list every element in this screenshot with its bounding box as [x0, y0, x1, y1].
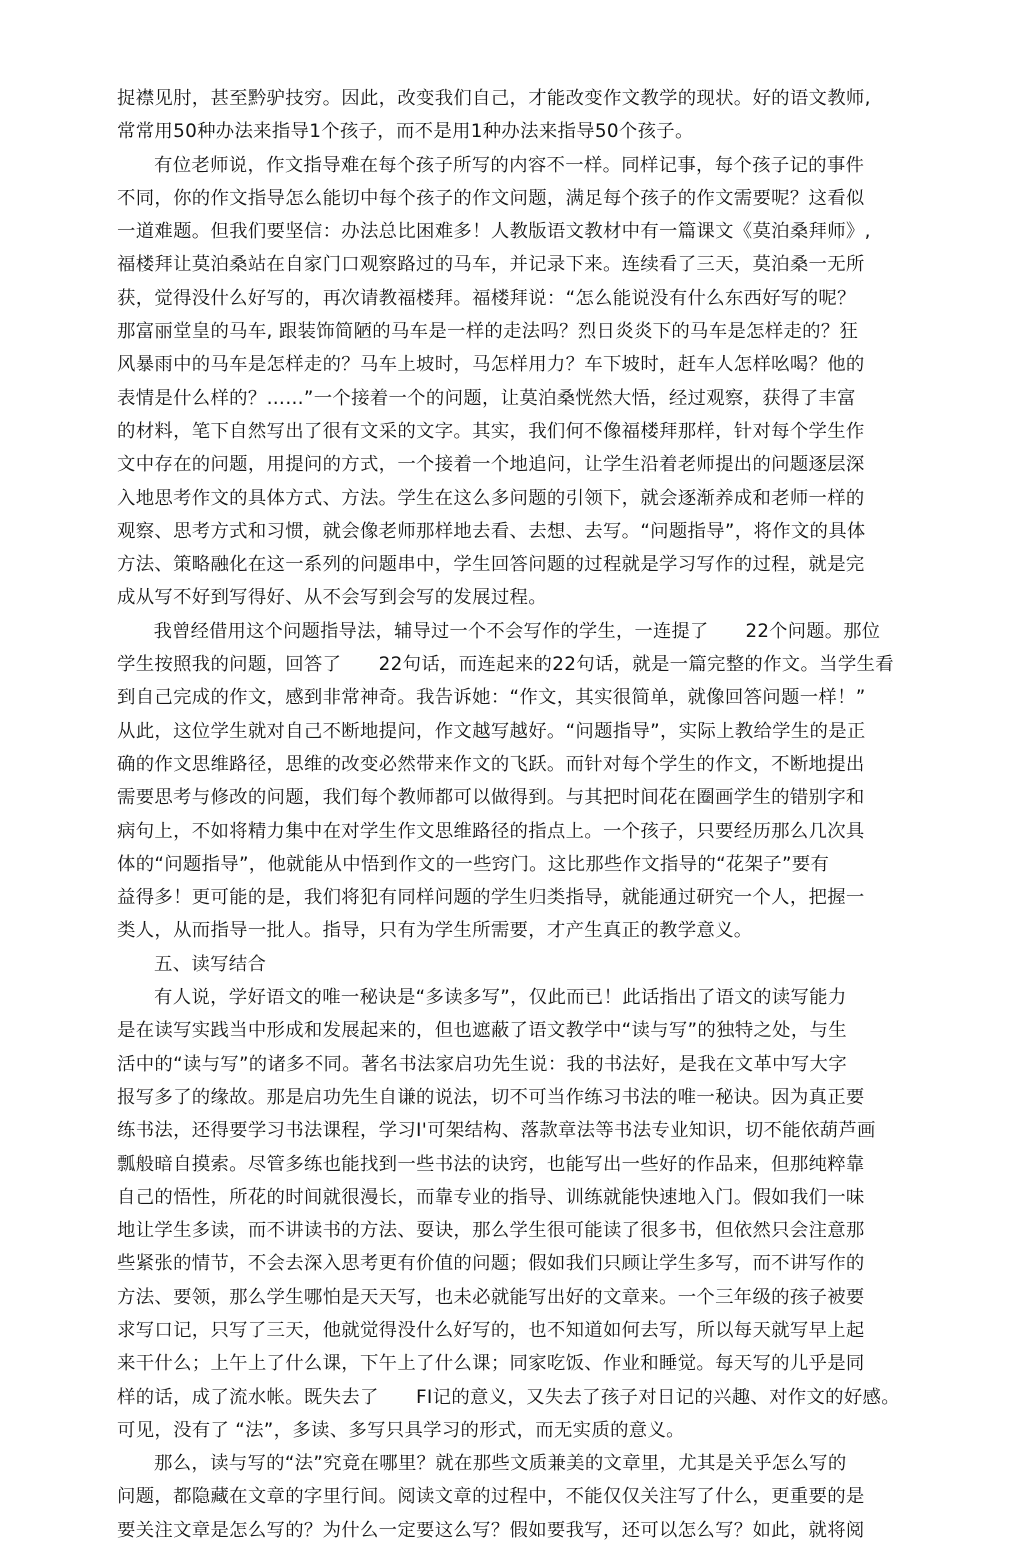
text-line: 瓢般暗自摸索。尽管多练也能找到一些书法的诀窍，也能写出一些好的作品来，但那纯粹靠 [117, 1153, 865, 1175]
text-line: 五、读写结合 [154, 953, 267, 975]
text-line: 活中的“读与写”的诸多不同。著名书法家启功先生说：我的书法好，是我在文革中写大字 [117, 1053, 847, 1075]
text-line: 自己的悟性，所花的时间就很漫长，而靠专业的指导、训练就能快速地入门。假如我们一味 [117, 1186, 865, 1208]
text-line: 从此，这位学生就对自己不断地提问，作文越写越好。“问题指导”，实际上教给学生的是正 [117, 720, 866, 742]
text-line: 有位老师说，作文指导难在每个孩子所写的内容不一样。同样记事，每个孩子记的事件 [154, 154, 865, 176]
text-line: 成从写不好到写得好、从不会写到会写的发展过程。 [117, 587, 547, 609]
text-line: 求写口记，只写了三天，他就觉得没什么好写的，也不知道如何去写，所以每天就写早上起 [117, 1319, 865, 1341]
text-line: 观察、思考方式和习惯，就会像老师那样地去看、去想、去写。“问题指导”，将作文的具体 [117, 520, 866, 542]
text-line: 的材料，笔下自然写出了很有文采的文字。其实，我们何不像福楼拜那样，针对每个学生作 [117, 420, 865, 442]
text-line: 方法、要领，那么学生哪怕是天天写，也未必就能写出好的文章来。一个三年级的孩子被要 [117, 1286, 865, 1308]
text-line: 病句上，不如将精力集中在对学生作文思维路径的指点上。一个孩子，只要经历那么几次具 [117, 820, 865, 842]
text-line: 那么，读与写的“法”究竟在哪里？就在那些文质兼美的文章里，尤其是关乎怎么写的 [154, 1453, 847, 1475]
text-line: 些紧张的情节，不会去深入思考更有价值的问题；假如我们只顾让学生多写，而不讲写作的 [117, 1253, 865, 1275]
text-line: 确的作文思维路径，思维的改变必然带来作文的飞跃。而针对每个学生的作文，不断地提出 [117, 753, 865, 775]
text-line: 报写多了的缘故。那是启功先生自谦的说法，切不可当作练习书法的唯一秘诀。因为真正要 [117, 1086, 865, 1108]
text-line: 获，觉得没什么好写的，再次请教福楼拜。福楼拜说：“怎么能说没有什么东西好写的呢？ [117, 287, 856, 309]
text-line: 文中存在的问题，用提问的方式，一个接着一个地追问，让学生沿着老师提出的问题逐层深 [117, 454, 865, 476]
body-text [117, 82, 917, 1547]
text-line: 可见，没有了 “法”，多读、多写只具学习的形式，而无实质的意义。 [117, 1419, 685, 1441]
text-line: 方法、策略融化在这一系列的问题串中，学生回答问题的过程就是学习写作的过程，就是完 [117, 554, 865, 576]
text-line: 捉襟见肘，甚至黔驴技穷。因此，改变我们自己，才能改变作文教学的现状。好的语文教师, [117, 88, 871, 109]
text-line: 风暴雨中的马车是怎样走的？马车上坡时，马怎样用力？车下坡时，赶车人怎样吆喝？他的 [117, 354, 865, 376]
text-line: 学生按照我的问题，回答了 22句话，而连起来的22句话，就是一篇完整的作文。当学生看 [117, 654, 894, 676]
text-line: 体的“问题指导”，他就能从中悟到作文的一些窍门。这比那些作文指导的“花架子”要有 [117, 853, 830, 875]
text-line: 到自己完成的作文，感到非常神奇。我告诉她：“作文，其实很简单，就像回答问题一样！” [117, 687, 866, 709]
text-line: 地让学生多读，而不讲读书的方法、耍诀，那么学生很可能读了很多书，但依然只会注意那 [117, 1220, 865, 1242]
text-line: 一道难题。但我们要坚信：办法总比困难多！人教版语文教材中有一篇课文《莫泊桑拜师》, [117, 221, 871, 243]
text-line: 来干什么；上午上了什么课，下午上了什么课；同家吃饭、作业和睡觉。每天写的儿乎是同 [117, 1353, 865, 1375]
text-line: 不同，你的作文指导怎么能切中每个孩子的作文问题，满足每个孩子的作文需要呢？这看似 [117, 187, 865, 209]
text-line: 类人，从而指导一批人。指导，只有为学生所需要，才产生真正的教学意义。 [117, 920, 753, 942]
text-line: 那富丽堂皇的马车, 跟装饰简陋的马车是一样的走法吗？烈日炎炎下的马车是怎样走的？狂 [117, 321, 859, 343]
text-line: 入地思考作文的具体方式、方法。学生在这么多问题的引领下，就会逐渐养成和老师一样的 [117, 487, 865, 509]
text-line: 福楼拜让莫泊桑站在自家门口观察路过的马车，并记录下来。连续看了三天，莫泊桑一无所 [117, 254, 865, 276]
text-line: 样的话，成了流水帐。既失去了 FI记的意义，又失去了孩子对日记的兴趣、对作文的好感。 [117, 1386, 900, 1408]
text-line: 问题，都隐藏在文章的字里行间。阅读文章的过程中，不能仅仅关注写了什么，更重要的是 [117, 1486, 865, 1508]
text-line: 是在读写实践当中形成和发展起来的，但也遮蔽了语文教学中“读与写”的独特之处，与生 [117, 1020, 847, 1042]
text-line: 要关注文章是怎么写的？为什么一定要这么写？假如要我写，还可以怎么写？如此，就将阅 [117, 1519, 865, 1541]
text-line: 练书法，还得要学习书法课程，学习I'可架结构、落款章法等书法专业知识，切不能依葫芦画 [117, 1120, 876, 1142]
text-line: 常常用50种办法来指导1个孩子，而不是用1种办法来指导50个孩子。 [117, 121, 694, 143]
text-line: 表情是什么样的？……”一个接着一个的问题，让莫泊桑恍然大悟，经过观察，获得了丰富 [117, 387, 856, 409]
text-line: 有人说，学好语文的唯一秘诀是“多读多写”，仅此而已！此话指出了语文的读写能力 [154, 987, 847, 1009]
text-line: 我曾经借用这个问题指导法，辅导过一个不会写作的学生，一连提了 22个问题。那位 [153, 620, 881, 642]
text-line: 益得多！更可能的是，我们将犯有同样问题的学生归类指导，就能通过研究一个人，把握一 [117, 887, 865, 909]
text-line: 需要思考与修改的问题，我们每个教师都可以做得到。与其把时间花在圈画学生的错别字和 [117, 787, 865, 809]
